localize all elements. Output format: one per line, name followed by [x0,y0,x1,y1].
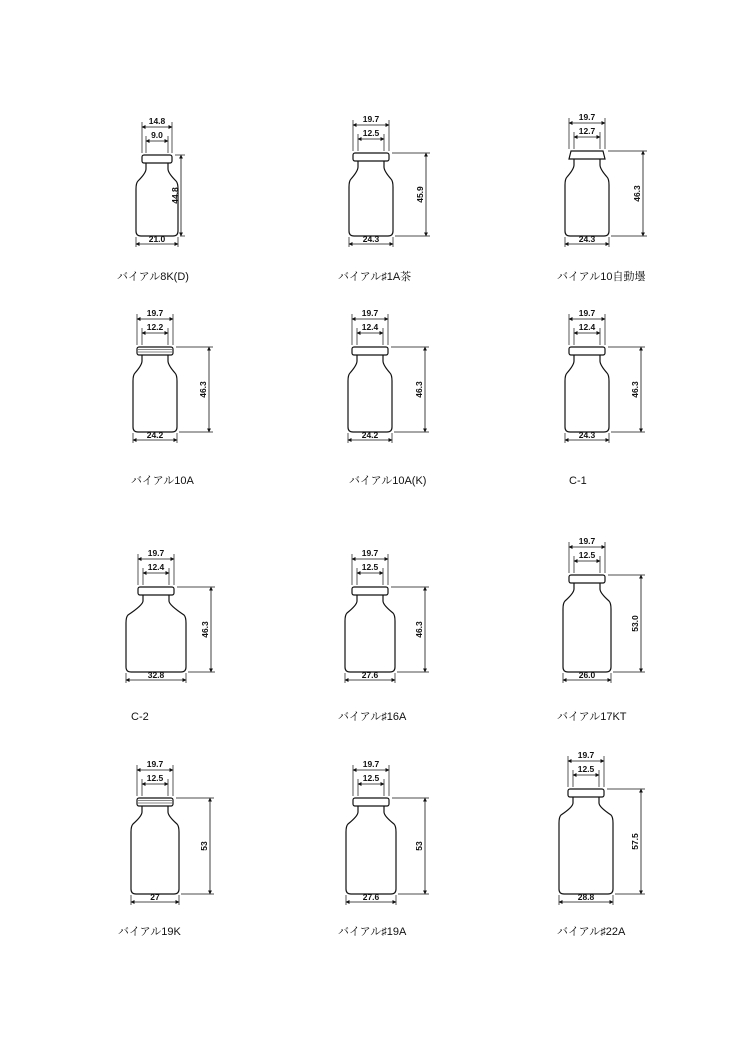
body-diameter-value: 24.3 [578,234,596,244]
inner-diameter-value: 12.2 [146,322,164,332]
height-value: 46.3 [200,621,210,638]
vial-body-outline [348,355,392,432]
vial-12 [557,750,645,938]
vial-name-label: バイアル10A [131,475,194,487]
outer-diameter-value: 19.7 [146,308,164,318]
vial-7 [126,548,215,723]
vial-body-outline [565,355,609,432]
vial-body-outline [126,595,186,672]
vial-11 [338,759,429,938]
body-diameter-value: 24.2 [361,430,379,440]
outer-diameter-value: 19.7 [362,759,380,769]
inner-diameter-value: 12.5 [362,128,380,138]
vial-8 [338,548,429,723]
vial-crown [352,587,388,595]
vial-body-outline [131,806,179,894]
vial-name-label: バイアル19K [118,926,181,938]
vial-name-label: C-2 [131,711,149,723]
vial-name-label: バイアル8K(D) [117,271,189,283]
height-value: 46.3 [414,381,424,398]
vial-crown [568,789,604,797]
height-value: 46.3 [632,185,642,202]
inner-diameter-value: 12.7 [578,126,596,136]
vial-body-outline [133,355,177,432]
vial-10 [118,759,214,938]
outer-diameter-value: 19.7 [578,112,596,122]
vial-name-label: バイアル♯16A [338,711,407,723]
body-diameter-value: 21.0 [148,234,166,244]
outer-diameter-value: 19.7 [578,536,596,546]
body-diameter-value: 27.6 [361,670,379,680]
vial-body-outline [559,797,613,894]
vial-body-outline [563,583,611,672]
inner-diameter-value: 12.4 [147,562,165,572]
vial-name-label: C-1 [569,475,587,487]
vial-name-label: バイアル♯19A [338,926,407,938]
outer-diameter-value: 14.8 [148,116,166,126]
height-value: 46.3 [414,621,424,638]
vial-crown [137,798,173,806]
vial-body-outline [345,595,395,672]
vial-1 [117,116,189,283]
vial-3 [557,112,647,283]
vial-body-outline [346,806,396,894]
vial-crown [142,155,172,163]
vial-crown [569,347,605,355]
vial-name-label: バイアル♯22A [557,926,626,938]
outer-diameter-value: 19.7 [577,750,595,760]
vial-body-outline [565,159,609,236]
vial-name-label: バイアル17KT [557,711,627,723]
vial-6 [565,308,645,487]
body-diameter-value: 24.2 [146,430,164,440]
outer-diameter-value: 19.7 [362,114,380,124]
vial-name-label: バイアル10A(K) [349,475,427,487]
body-diameter-value: 24.3 [362,234,380,244]
vial-crown [353,798,389,806]
inner-diameter-value: 12.5 [577,764,595,774]
body-diameter-value: 28.8 [577,892,595,902]
body-diameter-value: 27.6 [362,892,380,902]
vial-crown [137,347,173,355]
body-diameter-value: 26.0 [578,670,596,680]
height-value: 46.3 [198,381,208,398]
vial-body-outline [349,161,393,236]
outer-diameter-value: 19.7 [578,308,596,318]
height-value: 44.8 [170,187,180,204]
inner-diameter-value: 12.5 [362,773,380,783]
body-diameter-value: 32.8 [147,670,165,680]
inner-diameter-value: 12.5 [146,773,164,783]
height-value: 45.9 [415,186,425,203]
vial-name-label: バイアル♯1A茶 [338,271,412,283]
vial-name-label: バイアル10自動壜 [557,271,646,283]
outer-diameter-value: 19.7 [361,548,379,558]
vial-5 [348,308,429,487]
height-value: 46.3 [630,381,640,398]
vial-crown [569,151,605,159]
height-value: 57.5 [630,833,640,850]
body-diameter-value: 24.3 [578,430,596,440]
inner-diameter-value: 9.0 [151,130,163,140]
inner-diameter-value: 12.5 [578,550,596,560]
vial-crown [569,575,605,583]
vial-9 [557,536,645,723]
vial-crown [352,347,388,355]
outer-diameter-value: 19.7 [147,548,165,558]
vial-2 [338,114,430,283]
vial-crown [353,153,389,161]
vial-4 [131,308,213,487]
body-diameter-value: 27 [150,892,160,902]
outer-diameter-value: 19.7 [361,308,379,318]
inner-diameter-value: 12.4 [361,322,379,332]
vial-crown [138,587,174,595]
inner-diameter-value: 12.4 [578,322,596,332]
height-value: 53 [199,841,209,851]
height-value: 53.0 [630,615,640,632]
inner-diameter-value: 12.5 [361,562,379,572]
height-value: 53 [414,841,424,851]
outer-diameter-value: 19.7 [146,759,164,769]
